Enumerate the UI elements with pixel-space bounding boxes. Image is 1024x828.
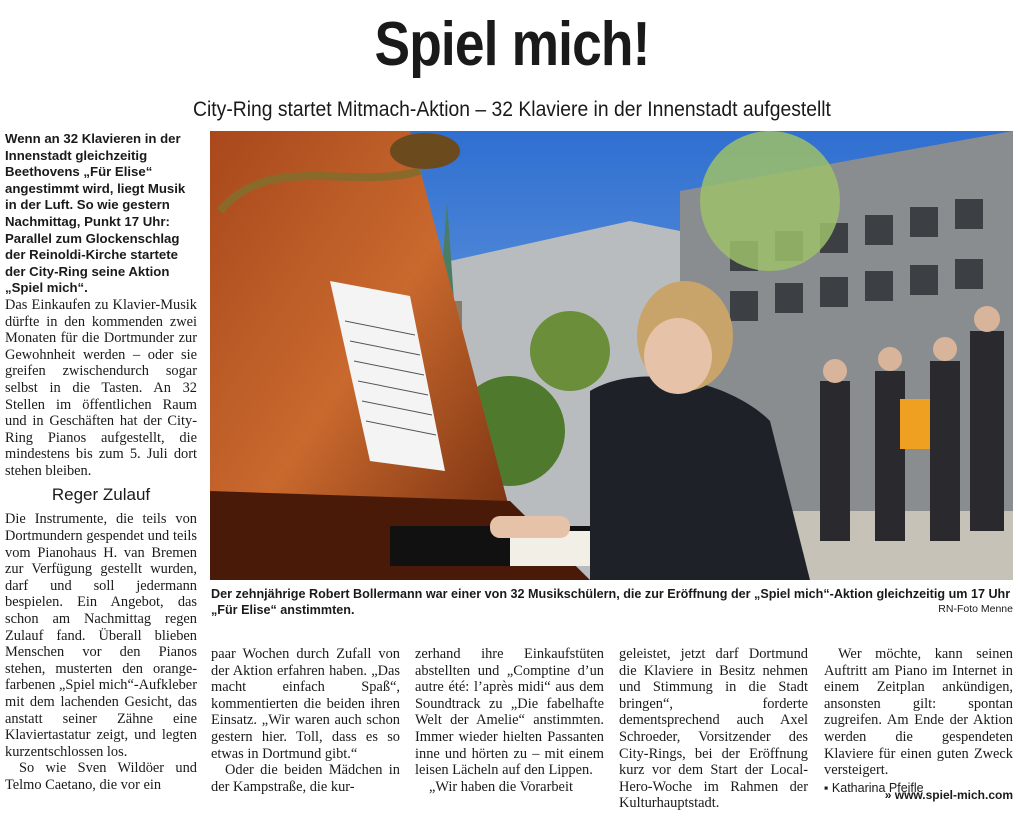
body-paragraph: Die Instrumente, die teils von Dortmundern gespendet und teils vom Pianohaus H. van Bremen zur Verfügung gestellt wurden, darf und soll jedermann bespielen. Ein Angebot, das schon am Nachmittag regen Zulauf fand. Überall blieben Menschen vor den Pianos stehen, musterten den orange-farbenen „Spiel mich“-Aufkleber mit dem lachenden Gesicht, das anstatt seiner Zähne eine Klaviertastatur zeigt, und legten kurzentschlossen los. [5, 511, 197, 760]
body-paragraph: Wer möchte, kann seinen Auftritt am Piano im Internet in einem Zeitplan ankündigen, ansonsten gilt: spontan zugreifen. Am Ende der Aktion werden die gespendeten Klaviere für einen guten Zweck versteigert. [824, 646, 1013, 779]
piano-photo-illustration [210, 131, 1013, 580]
subheadline: City-Ring startet Mitmach-Aktion – 32 Klaviere in der Innenstadt aufgestellt [193, 98, 831, 121]
column-2 [211, 646, 400, 795]
subheading: Reger Zulauf [51, 485, 151, 505]
body-paragraph: zerhand ihre Einkaufstüten abstellten und „Comptine d’un autre été: l’après midi“ aus dem Soundtrack zu „Die fabelhafte Welt der Amelie“ anstimmten. Immer wieder hielten Passanten inne und hörten zu – mit einem leisen Lächeln auf den Lippen. [415, 646, 604, 779]
body-paragraph: Das Einkaufen zu Klavier-Musik dürfte in den kommenden zwei Monaten für die Dortmunder zur Gewohnheit werden – oder sie greifen zwischendurch sogar selbst in die Tasten. An 32 Stellen im öffentlichen Raum und in Geschäften hat der City-Ring Pianos aufgestellt, die mindestens bis zum 5. Juli dort stehen bleiben. [5, 296, 197, 479]
author-byline: ▪ Katharina Pfeifle [824, 780, 924, 795]
body-paragraph: „Wir haben die Vorarbeit [429, 778, 573, 795]
column-3 [415, 646, 604, 795]
body-paragraph: paar Wochen durch Zufall von der Aktion erfahren haben. „Das macht einfach Spaß“, kommentierten die beiden ihren Einsatz. „Wir waren auch schon gestern hier. Toll, dass es so etwas in Dortmund gibt.“ [211, 646, 400, 762]
column-1 [5, 131, 197, 794]
photo-credit: RN-Foto Menne [938, 603, 1013, 615]
column-5 [824, 646, 1013, 796]
web-link[interactable]: » www.spiel-mich.com [884, 788, 1013, 802]
photo-caption: Der zehnjährige Robert Bollermann war einer von 32 Musikschülern, die zur Eröffnung der „Spiel mich“-Aktion gleichzeitig um 17 Uhr „Für Elise“ anstimmten. [211, 587, 1011, 617]
body-paragraph: Oder die beiden Mädchen in der Kampstraße, die kur- [211, 762, 400, 795]
article-photo [210, 131, 1013, 580]
body-paragraph: So wie Sven Wildöer und Telmo Caetano, die vor ein [5, 760, 197, 793]
body-paragraph: geleistet, jetzt darf Dortmund die Klaviere in Besitz nehmen und Stimmung in die Stadt bringen“, forderte dementsprechend auch Axel Schroeder, Vorsitzender des City-Rings, bei der Eröffnung kurz vor dem Start der Local-Hero-Woche im Rahmen der Kulturhauptstadt. [619, 646, 808, 812]
headline: Spiel mich! [374, 10, 650, 79]
lead-paragraph: Wenn an 32 Klavieren in der Innenstadt gleichzeitig Beethovens „Für Elise“ angestimmt wird, liegt Musik in der Luft. So wie gestern Nachmittag, Punkt 17 Uhr: Parallel zum Glockenschlag der Reinoldi-Kirche startete der City-Ring seine Aktion „Spiel mich“. [5, 131, 186, 296]
column-4 [619, 646, 808, 812]
